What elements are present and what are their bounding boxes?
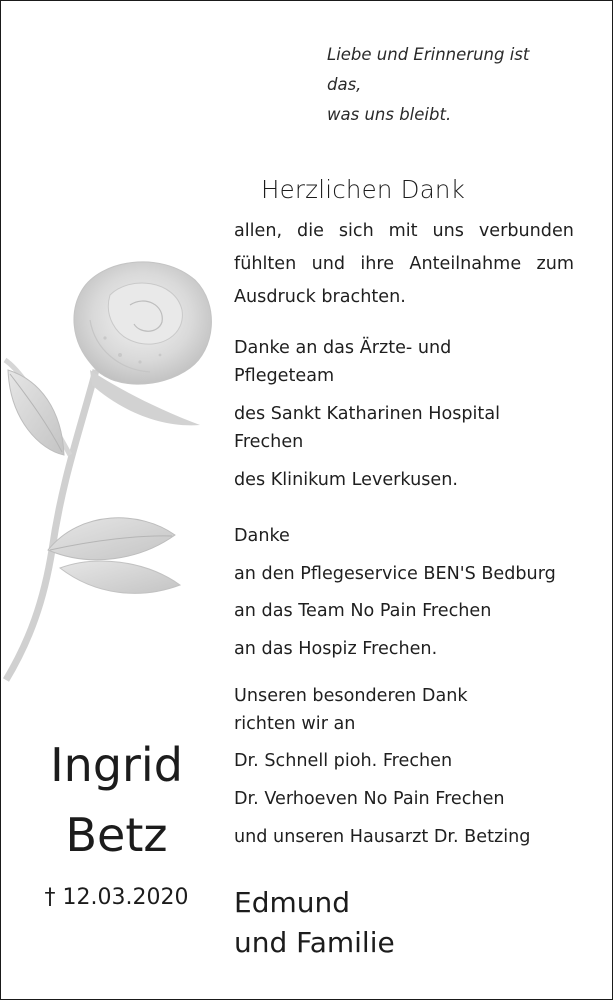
rose-icon bbox=[0, 250, 230, 690]
motto-line-2: was uns bleibt. bbox=[327, 105, 452, 124]
thanks-hospital-katharinen bbox=[234, 400, 574, 456]
thanks-doctors-list bbox=[234, 742, 574, 856]
thanks-doctors-intro bbox=[234, 682, 574, 738]
deceased-first-name: Ingrid bbox=[50, 738, 183, 792]
text-line: Pflegeteam bbox=[234, 366, 335, 386]
signature-line-1: Edmund bbox=[234, 886, 351, 919]
intro-line-3: Ausdruck brachten. bbox=[234, 287, 406, 307]
thanks-hospital-leverkusen bbox=[234, 466, 574, 494]
death-date: † 12.03.2020 bbox=[44, 885, 189, 910]
text-line: Unseren besonderen Dank bbox=[234, 686, 468, 706]
text-line: Dr. Verhoeven No Pain Frechen bbox=[234, 789, 505, 809]
text-line: Danke bbox=[234, 526, 290, 546]
text-line: und unseren Hausarzt Dr. Betzing bbox=[234, 827, 531, 847]
intro-text bbox=[234, 215, 574, 314]
text-line: Danke an das Ärzte- und bbox=[234, 338, 452, 358]
heading-thanks: Herzlichen Dank bbox=[261, 175, 466, 204]
text-line: Frechen bbox=[234, 432, 304, 452]
thanks-hospitals bbox=[234, 334, 574, 390]
signature-line-2: und Familie bbox=[234, 926, 395, 959]
motto-line-1: Liebe und Erinnerung ist das, bbox=[327, 45, 530, 94]
signature bbox=[234, 883, 395, 963]
intro-line-2: fühlten und ihre Anteilnahme zum bbox=[234, 254, 574, 274]
text-line: des Klinikum Leverkusen. bbox=[234, 470, 458, 490]
text-line: an den Pflegeservice BEN'S Bedburg bbox=[234, 563, 556, 584]
thanks-services bbox=[234, 518, 574, 668]
text-line: an das Hospiz Frechen. bbox=[234, 638, 438, 659]
text-line: Dr. Schnell pioh. Frechen bbox=[234, 751, 453, 771]
intro-line-1: allen, die sich mit uns verbunden bbox=[234, 221, 574, 241]
motto bbox=[289, 40, 569, 130]
deceased-last-name: Betz bbox=[65, 808, 168, 862]
text-line: an das Team No Pain Frechen bbox=[234, 601, 492, 621]
text-line: des Sankt Katharinen Hospital bbox=[234, 404, 500, 424]
text-line: richten wir an bbox=[234, 714, 356, 734]
